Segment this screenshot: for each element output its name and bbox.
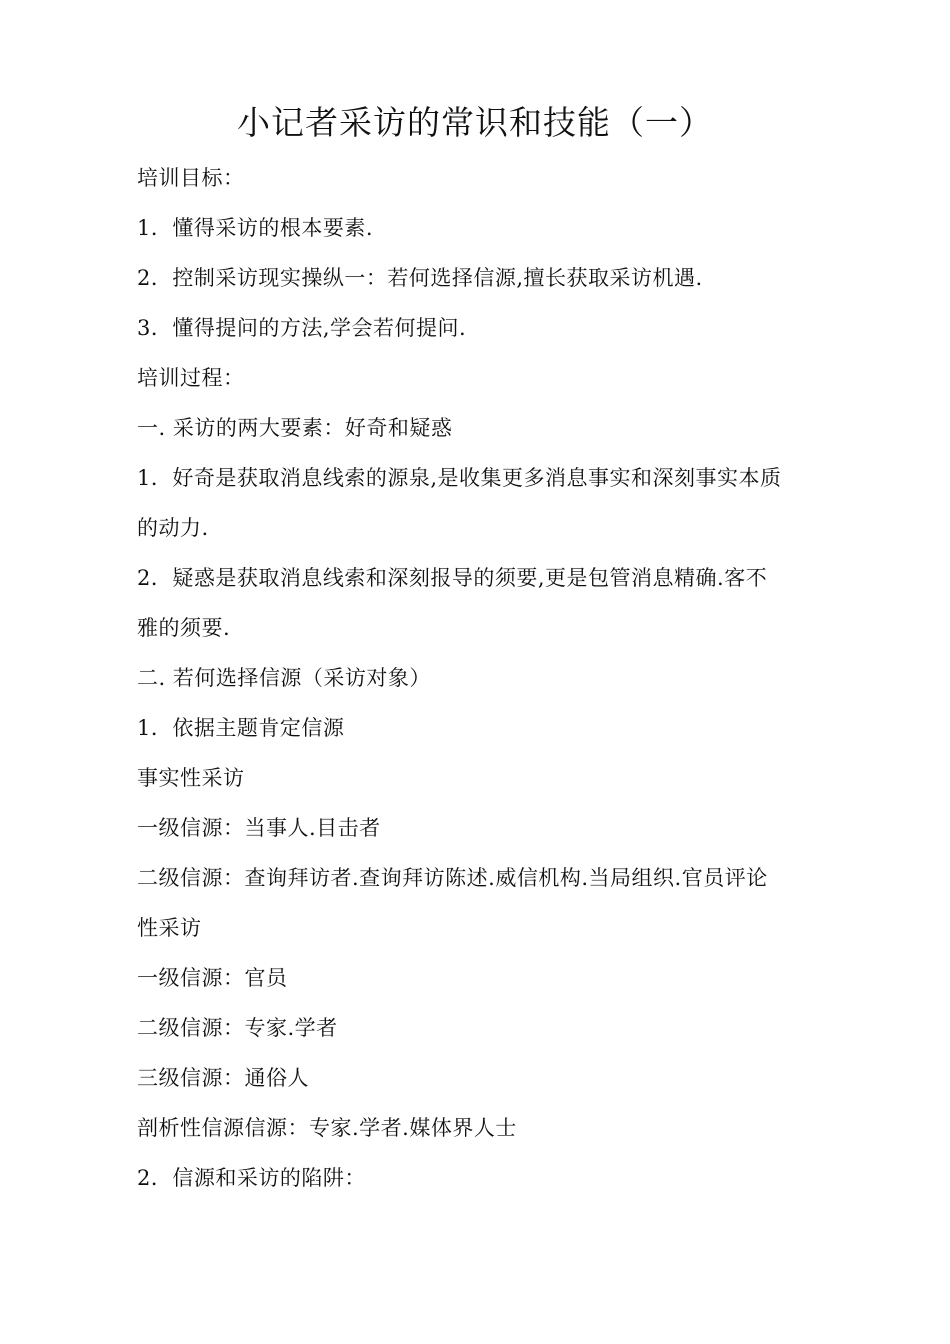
text-line: 二. 若何选择信源（采访对象） [137,666,431,690]
text-line: 二级信源：查询拜访者.查询拜访陈述.威信机构.当局组织.官员评论 [137,866,768,890]
text-line: 二级信源：专家.学者 [137,1016,338,1040]
document-title: 小记者采访的常识和技能（一） [237,103,713,142]
text-line: 培训目标： [137,166,245,190]
text-line: 的动力. [137,516,209,540]
text-line: 雅的须要. [137,616,231,640]
text-line: 一. 采访的两大要素：好奇和疑惑 [137,416,453,440]
text-line: 事实性采访 [137,766,245,790]
text-line: 三级信源：通俗人 [137,1066,309,1090]
text-line: 1．依据主题肯定信源 [137,716,345,740]
text-line: 剖析性信源信源：专家.学者.媒体界人士 [137,1116,517,1140]
document-body [137,153,817,1203]
text-line: 一级信源：官员 [137,966,288,990]
text-line: 1．懂得采访的根本要素. [137,216,374,240]
text-line: 2．控制采访现实操纵一：若何选择信源,擅长获取采访机遇. [137,266,703,290]
text-line: 2．信源和采访的陷阱： [137,1166,366,1190]
text-line: 培训过程： [137,366,245,390]
text-line: 一级信源：当事人.目击者 [137,816,381,840]
text-line: 2．疑惑是获取消息线索和深刻报导的须要,更是包管消息精确.客不 [137,566,768,590]
text-line: 3．懂得提问的方法,学会若何提问. [137,316,467,340]
text-line: 1．好奇是获取消息线索的源泉,是收集更多消息事实和深刻事实本质 [137,466,782,490]
text-line: 性采访 [137,916,202,940]
